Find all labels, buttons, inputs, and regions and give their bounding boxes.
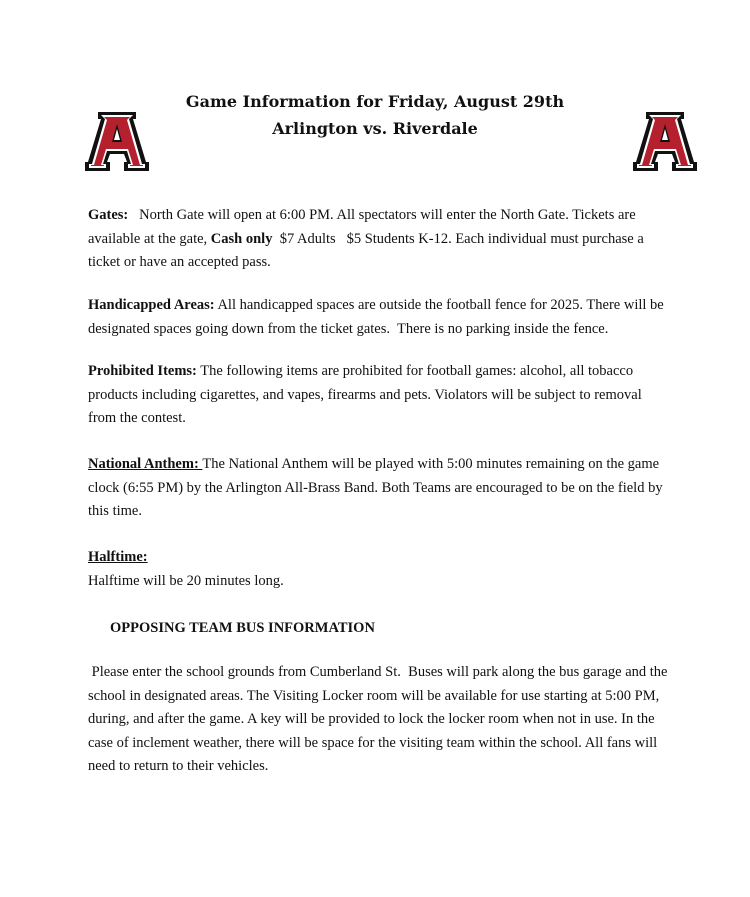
prohibited-text: The following items are prohibited for football games: alcohol, all tobacco products including cigarettes, and vapes, firearms and pets. Violators will be subject to removal from the contest. xyxy=(88,363,642,426)
handicapped-text: All handicapped spaces are outside the football fence for 2025. There will be designated spaces going down from the ticket gates. There is no parking inside the fence. xyxy=(88,297,668,337)
document-header xyxy=(0,88,750,142)
prohibited-label: Prohibited Items: xyxy=(88,363,197,379)
gates-label: Gates: xyxy=(88,207,129,223)
handicapped-section xyxy=(88,294,668,341)
gates-section xyxy=(88,204,668,275)
anthem-label: National Anthem: xyxy=(88,456,203,472)
bus-info-text: Please enter the school grounds from Cumberland St. Buses will park along the bus garage and the school in designated areas. The Visiting Locker room will be available for use starting at 5:00 PM, during, and after the game. A key will be provided to lock the locker room when not in use. In the case of inclement weather, there will be space for the visiting team within the school. All fans will need to return to their vehicles. xyxy=(88,664,672,774)
document-title: Game Information for Friday, August 29th xyxy=(185,92,565,111)
halftime-text: Halftime will be 20 minutes long. xyxy=(88,572,284,589)
gates-text-1: North Gate will open at 6:00 PM. All spectators will enter the North Gate. Tickets are available at the gate, xyxy=(88,207,640,247)
national-anthem-section xyxy=(88,453,668,524)
halftime-label: Halftime: xyxy=(88,549,148,565)
gates-text-2: $7 Adults $5 Students K-12. Each individual must purchase a ticket or have an accepted pass. xyxy=(88,230,648,270)
anthem-text: The National Anthem will be played with 5:00 minutes remaining on the game clock (6:55 PM) by the Arlington All-Brass Band. Both Teams are encouraged to be on the field by this time. xyxy=(88,456,663,519)
prohibited-items-section xyxy=(88,360,668,431)
halftime-section xyxy=(88,546,668,593)
bus-info-section xyxy=(88,661,672,779)
handicapped-label: Handicapped Areas: xyxy=(88,297,215,313)
cash-only-label: Cash only xyxy=(210,230,273,247)
bus-info-heading: OPPOSING TEAM BUS INFORMATION xyxy=(110,620,375,636)
matchup-subtitle: Arlington vs. Riverdale xyxy=(272,119,478,138)
